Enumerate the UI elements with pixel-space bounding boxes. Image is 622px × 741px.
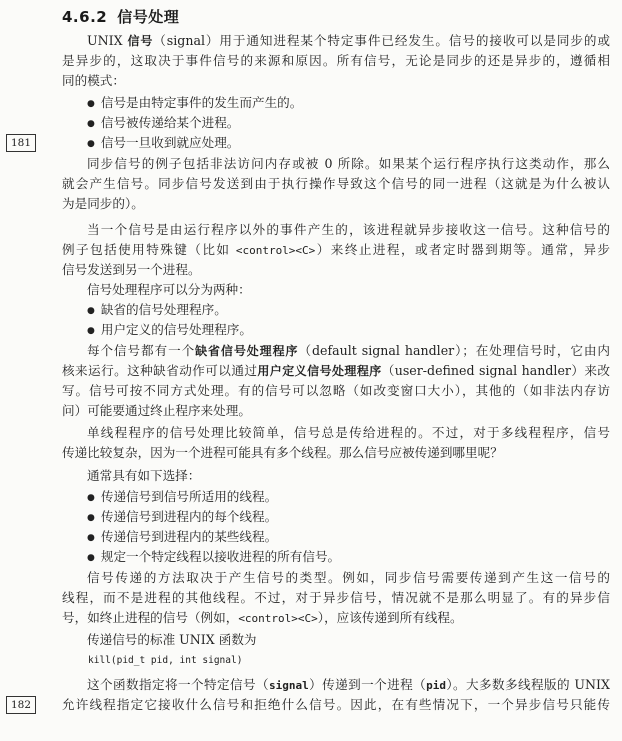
paragraph-1-line-2: 是异步的，这取决于事件信号的来源和原因。所有信号，无论是同步的还是异步的，遵循相 [62,53,610,68]
code-pid: pid [426,679,446,692]
section-number: 4.6.2 [62,8,108,26]
paragraph-6-line-2: 线程，而不是进程的其他线程。不过，对于异步信号，情况就不是那么明显了。有的异步信 [62,590,610,605]
paragraph-5-line-1: 单线程程序的信号处理比较简单，信号总是传给进程的。不过，对于多线程程序，信号 [87,425,610,440]
text-span: 每个信号都有一个 [87,343,196,358]
paragraph-4-line-2 [62,361,610,381]
option-bullet-4: ● 规定一个特定线程以接收进程的所有信号。 [87,547,340,569]
text-span: ）来终止进程，或者定时器到期等。通常，异步 [315,242,610,257]
paragraph-1-line-3: 同的模式： [62,73,125,88]
handler-bullet-1: ● 缺省的信号处理程序。 [87,300,227,322]
text-span: 核来运行。这种缺省动作可以通过 [62,363,258,378]
paragraph-5-line-2: 传递比较复杂，因为一个进程可能具有多个线程。那么信号应被传递到哪里呢？ [62,445,503,460]
code-kill-signature: kill(pid_t pid, int signal) [88,655,243,666]
text-span: UNIX [87,33,128,48]
paragraph-7-line-1 [87,675,610,696]
term-default-handler: 缺省信号处理程序 [195,344,299,358]
text-span: 号，如终止进程的信号（例如， [62,610,239,625]
text-span: 例子包括使用特殊键（比如 [62,242,236,257]
paragraph-2-line-3: 为是同步的）。 [62,196,144,211]
paragraph-4-line-4: 问）可能要通过终止程序来处理。 [62,403,251,418]
text-span: ），应该传递到所有线程。 [317,610,463,625]
paragraph-6-line-3 [62,608,610,629]
text-span: （user-defined signal handler）来改 [381,363,610,378]
handler-intro: 信号处理程序可以分为两种： [87,282,251,297]
option-bullet-2: ● 传递信号到进程内的每个线程。 [87,507,277,529]
section-title: 信号处理 [117,8,180,26]
margin-page-number-181: 181 [6,134,36,152]
pattern-bullet-2: ● 信号被传递给某个进程。 [87,113,239,135]
code-signal: signal [268,679,309,692]
text-span: ）传递到一个进程（ [308,677,427,692]
paragraph-7-line-2: 允许线程指定它接收什么信号和拒绝什么信号。因此，在有些情况下，一个异步信号只能传 [62,697,610,712]
option-bullet-1: ● 传递信号到信号所适用的线程。 [87,487,277,509]
handler-bullet-2: ● 用户定义的信号处理程序。 [87,320,252,342]
option-bullet-3: ● 传递信号到进程内的某些线程。 [87,527,277,549]
options-intro: 通常具有如下选择： [87,468,201,483]
margin-page-number-182: 182 [6,696,36,714]
paragraph-1-line-1 [87,31,610,51]
paragraph-2-line-1: 同步信号的例子包括非法访问内存或被 0 所除。如果某个运行程序执行这类动作，那么 [87,156,610,171]
key-combo: <control><C> [235,244,316,257]
paragraph-3-line-3: 信号发送到另一个进程。 [62,262,201,277]
text-span: ）。大多数多线程版的 UNIX [445,677,610,692]
key-combo: <control><C> [238,612,318,625]
paragraph-4-line-1 [87,341,610,361]
section-heading [62,6,179,27]
paragraph-3-line-1: 当一个信号是由运行程序以外的事件产生的，该进程就异步接收这一信号。这种信号的 [87,222,610,237]
text-span: （signal）用于通知进程某个特定事件已经发生。信号的接收可以是同步的或 [153,33,610,48]
paragraph-2-line-2: 就会产生信号。同步信号发送到由于执行操作导致这个信号的同一进程（这就是为什么被认 [62,176,610,191]
term-signal: 信号 [127,34,154,48]
paragraph-6-line-1: 信号传递的方法取决于产生信号的类型。例如，同步信号需要传递到产生这一信号的 [87,570,610,585]
paragraph-3-line-2 [62,240,610,261]
pattern-bullet-1: ● 信号是由特定事件的发生而产生的。 [87,93,302,115]
function-intro: 传递信号的标准 UNIX 函数为 [87,632,257,647]
paragraph-4-line-3: 写。信号可按不同方式处理。有的信号可以忽略（如改变窗口大小），其他的（如非法内存访 [62,383,610,398]
text-span: （default signal handler）；在处理信号时，它由内 [298,343,610,358]
term-user-defined-handler: 用户定义信号处理程序 [257,364,382,378]
text-span: 这个函数指定将一个特定信号（ [87,677,269,692]
pattern-bullet-3: ● 信号一旦收到就应处理。 [87,133,239,155]
